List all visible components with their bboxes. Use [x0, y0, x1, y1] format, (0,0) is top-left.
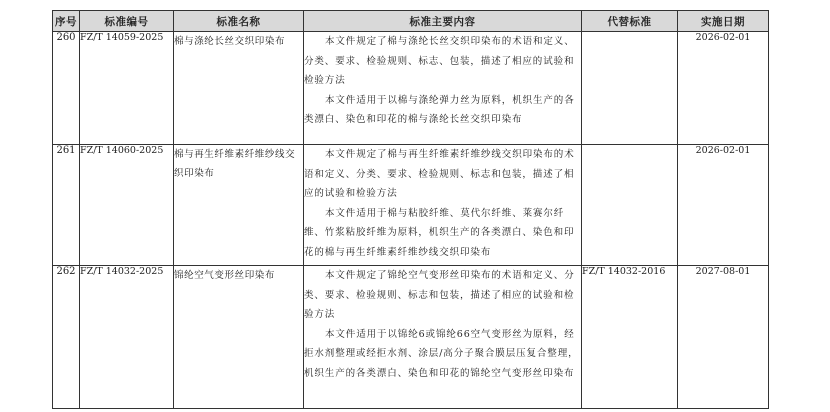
table-header-row: [53, 11, 769, 32]
content-paragraph: 本文件适用于棉与粘胶纤维、莫代尔纤维、莱赛尔纤维、竹浆粘胶纤维为原料，机织生产的各类漂白、染色和印花的棉与再生纤维素纤维纱线交织印染布: [304, 207, 575, 258]
row-replaced: [582, 145, 678, 266]
header-seq: 序号: [53, 11, 80, 32]
row-code: FZ/T 14032-2025: [80, 266, 174, 409]
header-date: 实施日期: [678, 11, 769, 32]
row-seq: 262: [53, 266, 80, 409]
row-content: [304, 32, 582, 145]
content-paragraph: 本文件规定了锦纶空气变形丝印染布的术语和定义、分类、要求、检验规则、标志和包装，描述了相应的试验和检验方法: [304, 270, 575, 320]
content-paragraph: 本文件适用于以锦纶6或锦纶66空气变形丝为原料，经拒水剂整理或经拒水剂、涂层/高分子聚合膜层压复合整理，机织生产的各类漂白、染色和印花的锦纶空气变形丝印染布: [304, 328, 579, 379]
content-paragraph: 本文件适用于以棉与涤纶弹力丝为原料，机织生产的各类漂白、染色和印花的棉与涤纶长丝交织印染布: [304, 94, 575, 125]
row-code: FZ/T 14059-2025: [80, 32, 174, 145]
row-name: 棉与再生纤维素纤维纱线交织印染布: [174, 145, 304, 266]
row-date: 2026-02-01: [678, 145, 769, 266]
row-content: [304, 266, 582, 409]
table-row: [53, 145, 769, 266]
row-seq: 261: [53, 145, 80, 266]
content-paragraph: 本文件规定了棉与再生纤维素纤维纱线交织印染布的术语和定义、分类、要求、检验规则、标志和包装，描述了相应的试验和检验方法: [304, 149, 575, 199]
header-replaced: 代替标准: [582, 11, 678, 32]
row-replaced: FZ/T 14032-2016: [582, 266, 678, 409]
row-date: 2027-08-01: [678, 266, 769, 409]
row-seq: 260: [53, 32, 80, 145]
row-date: 2026-02-01: [678, 32, 769, 145]
content-paragraph: 本文件规定了棉与涤纶长丝交织印染布的术语和定义、分类、要求、检验规则、标志、包装，描述了相应的试验和检验方法: [304, 36, 575, 86]
header-name: 标准名称: [174, 11, 304, 32]
row-code: FZ/T 14060-2025: [80, 145, 174, 266]
row-name: 棉与涤纶长丝交织印染布: [174, 32, 304, 145]
row-name: 锦纶空气变形丝印染布: [174, 266, 304, 409]
row-content: [304, 145, 582, 266]
header-content: 标准主要内容: [304, 11, 582, 32]
table-row: [53, 266, 769, 409]
table-row: [53, 32, 769, 145]
standards-table: [52, 10, 769, 409]
row-replaced: [582, 32, 678, 145]
header-code: 标准编号: [80, 11, 174, 32]
